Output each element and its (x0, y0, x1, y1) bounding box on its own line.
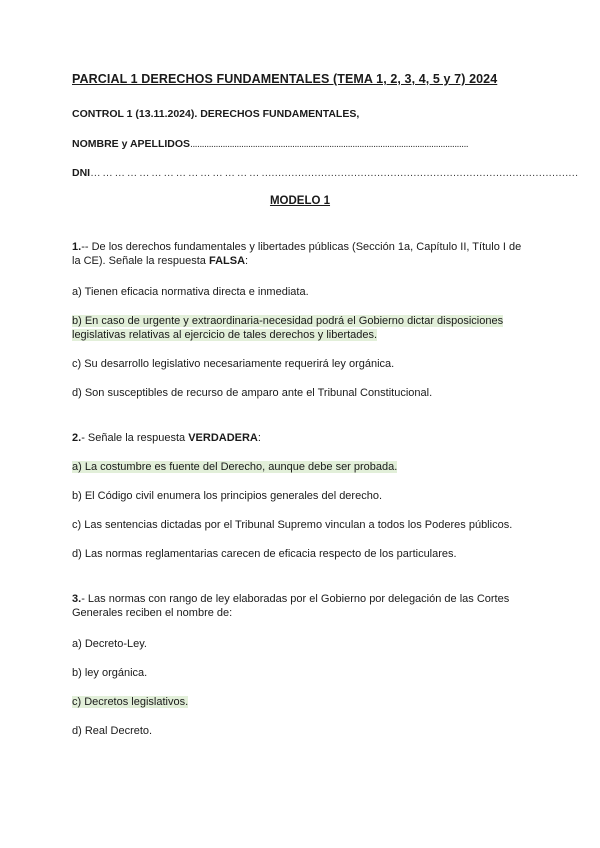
question-2-option-a-text: a) La costumbre es fuente del Derecho, aunque debe ser probada. (72, 461, 398, 473)
control-heading: CONTROL 1 (13.11.2024). DERECHOS FUNDAMENTALES, (72, 108, 360, 120)
name-field (72, 138, 468, 151)
question-2-stem (72, 431, 530, 445)
question-3-option-c (72, 695, 530, 709)
name-dots: ........................................................................................................................ (190, 138, 469, 150)
question-1-option-c: c) Su desarrollo legislativo necesariamente requerirá ley orgánica. (72, 358, 395, 370)
question-1-text: -- De los derechos fundamentales y libertades públicas (Sección 1a, Capítulo II, Título I de la CE). Señale la respuesta (72, 241, 522, 267)
name-label: NOMBRE y APELLIDOS (72, 138, 191, 150)
dni-dots: … … … … … … … … … … … … … … …………………………………………………………………………………… (90, 167, 578, 179)
question-3-text: - Las normas con rango de ley elaboradas por el Gobierno por delegación de las Cortes Generales reciben el nombre de: (72, 593, 510, 619)
question-2-option-c: c) Las sentencias dictadas por el Tribunal Supremo vinculan a todos los Poderes públicos. (72, 519, 513, 531)
modelo-heading: MODELO 1 (269, 195, 331, 207)
question-1-option-b (72, 314, 530, 342)
dni-label: DNI (72, 167, 91, 179)
question-3-number: 3. (72, 593, 82, 605)
question-1-punct: : (245, 255, 249, 267)
question-1-keyword: FALSA (208, 255, 246, 267)
question-2-punct: : (257, 432, 261, 444)
question-1-stem (72, 240, 530, 268)
question-3-stem (72, 592, 530, 620)
question-2-option-d: d) Las normas reglamentarias carecen de eficacia respecto de los particulares. (72, 548, 457, 560)
dni-field (72, 167, 578, 180)
question-3-option-c-text: c) Decretos legislativos. (72, 696, 189, 708)
question-2-option-a (72, 460, 530, 474)
question-1-option-a: a) Tienen eficacia normativa directa e inmediata. (72, 286, 309, 298)
question-2-keyword: VERDADERA (188, 432, 258, 444)
question-3-option-b: b) ley orgánica. (72, 667, 148, 679)
document-title: PARCIAL 1 DERECHOS FUNDAMENTALES (TEMA 1, 2, 3, 4, 5 y 7) 2024 (72, 72, 498, 86)
question-2-option-b: b) El Código civil enumera los principios generales del derecho. (72, 490, 382, 502)
question-2-text: - Señale la respuesta (81, 432, 189, 444)
question-3-option-a: a) Decreto-Ley. (72, 638, 147, 650)
question-2-number: 2. (72, 432, 82, 444)
question-1-option-d: d) Son susceptibles de recurso de amparo ante el Tribunal Constitucional. (72, 387, 433, 399)
question-3-option-d: d) Real Decreto. (72, 725, 153, 737)
question-1-number: 1. (72, 241, 82, 253)
question-1-option-b-text: b) En caso de urgente y extraordinaria-necesidad podrá el Gobierno dictar disposiciones legislativas relativas al ejercicio de tales derechos y libertades. (72, 315, 504, 341)
